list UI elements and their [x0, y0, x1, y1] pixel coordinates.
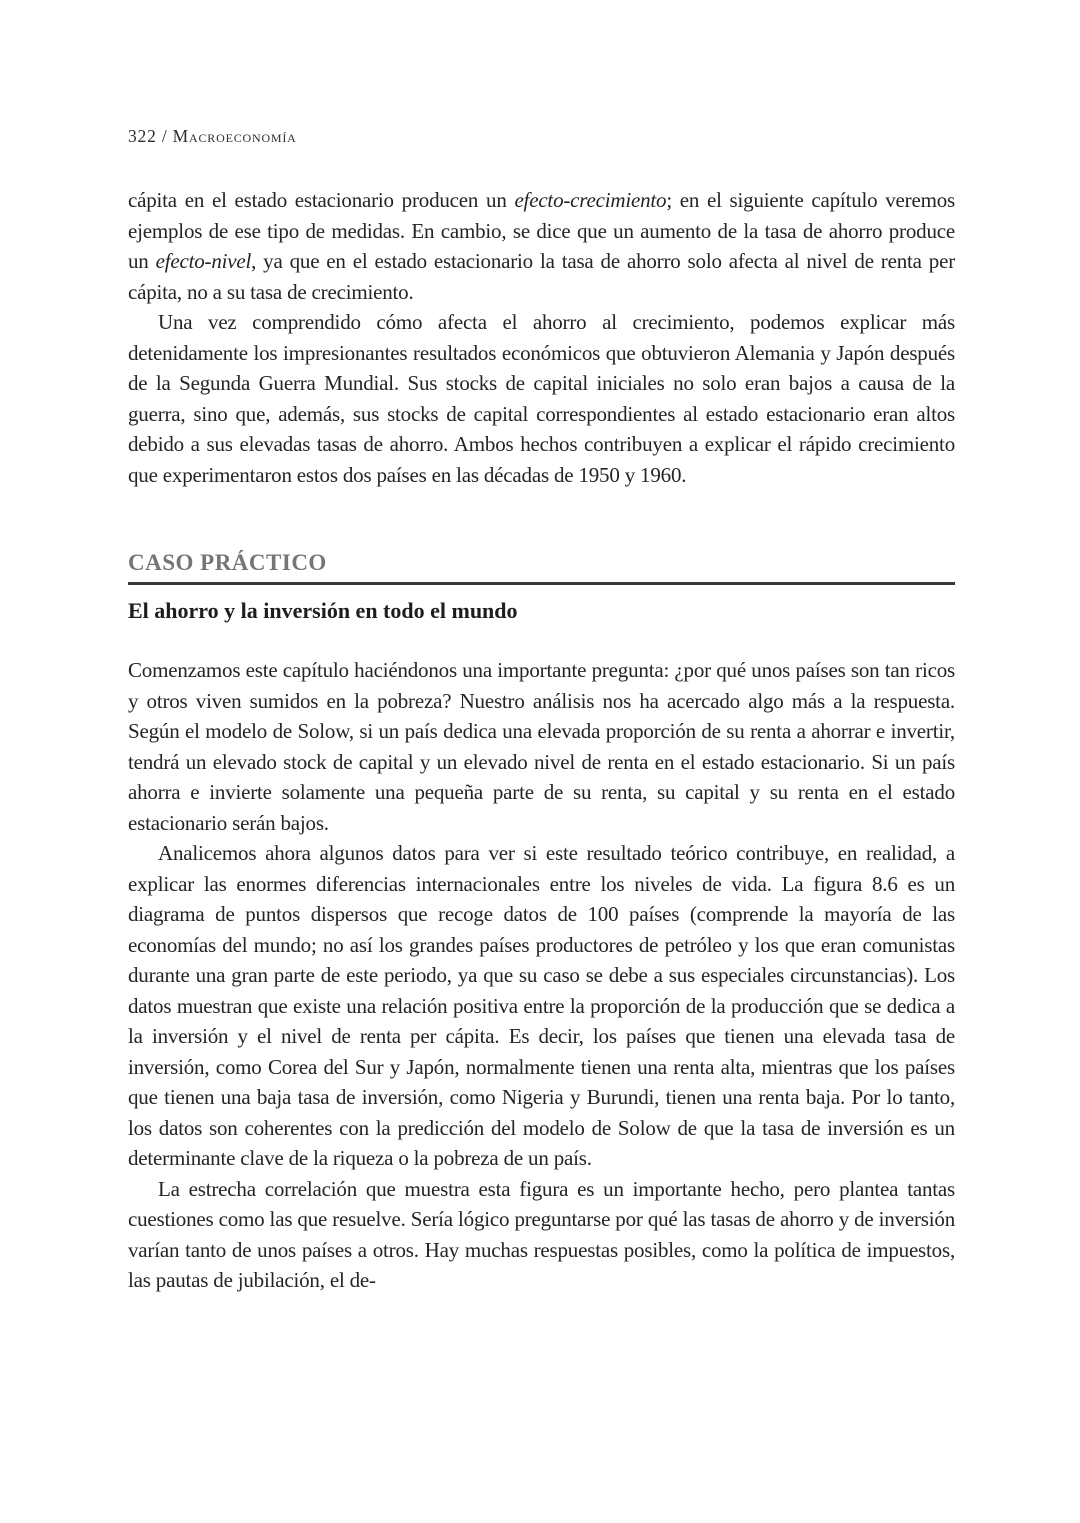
text-run: Analicemos ahora algunos datos para ver si este resultado teórico contribuye, en realidad, a explicar las enormes diferencias internacionales entre los niveles de vida. La figura 8.6 es un diagrama de puntos dispersos que recoge datos de 100 países (comprende la mayoría de las economías del mundo; no así los grandes países productores de petróleo y los que eran comunistas durante una gran parte de este periodo, ya que su caso se debe a sus especiales circunstancias). Los datos muestran que existe una relación positiva entre la proporción de la producción que se dedica a la inversión y el nivel de renta per cápita. Es decir, los países que tienen una elevada tasa de inversión, como Corea del Sur y Japón, normalmente tienen una renta alta, mientras que los países que tienen una baja tasa de inversión, como Nigeria y Burundi, tienen una renta baja. Por lo tanto, los datos son coherentes con la predicción del modelo de Solow de que la tasa de inversión es un determinante clave de la riqueza o la pobreza de un país. — [128, 841, 955, 1170]
case-study-title: El ahorro y la inversión en todo el mundo — [128, 598, 518, 623]
text-run: La estrecha correlación que muestra esta figura es un importante hecho, pero plantea tantas cuestiones como las que resuelve. Sería lógico preguntarse por qué las tasas de ahorro y de inversión varían tanto de unos países a otros. Hay muchas respuestas posibles, como la política de impuestos, las pautas de jubilación, el de- — [128, 1176, 955, 1292]
case-study-kicker: CASO PRÁCTICO — [128, 550, 327, 575]
intro-paragraphs — [128, 185, 955, 490]
article-body — [128, 185, 955, 1296]
text-run: Comenzamos este capítulo haciéndonos una importante pregunta: ¿por qué unos países son tan ricos y otros viven sumidos en la pobreza? Nuestro análisis nos ha acercado algo más a la respuesta. Según el modelo de Solow, si un país dedica una elevada proporción de su renta a ahorrar e invertir, tendrá un elevado stock de capital y un elevado nivel de renta en el estado estacionario. Si un país ahorra e invierte solamente una pequeña parte de su renta, su capital y su renta en el estado estacionario serán bajos. — [128, 658, 955, 835]
running-header — [128, 126, 955, 147]
case-study-section — [128, 550, 955, 1296]
book-title: Macroeconomía — [172, 126, 297, 146]
paragraph — [128, 185, 955, 307]
text-run: cápita en el estado estacionario producen un — [128, 188, 515, 212]
paragraph — [128, 307, 955, 490]
header-separator: / — [156, 126, 173, 146]
text-run: Una vez comprendido cómo afecta el ahorro al crecimiento, podemos explicar más detenidamente los impresionantes resultados económicos que obtuvieron Alemania y Japón después de la Segunda Guerra Mundial. Sus stocks de capital iniciales no solo eran bajos a causa de la guerra, sino que, además, sus stocks de capital correspondientes al estado estacionario eran altos debido a sus elevadas tasas de ahorro. Ambos hechos contribuyen a explicar el rápido crecimiento que experimentaron estos dos países en las décadas de 1950 y 1960. — [128, 310, 955, 487]
paragraph — [128, 655, 955, 838]
text-run: , ya que en el estado estacionario la tasa de ahorro solo afecta al nivel de renta per cápita, no a su tasa de crecimiento. — [128, 249, 955, 304]
text-run: ; en el siguiente capítulo veremos ejemplos de ese tipo de medidas. En cambio, se dice que un aumento de la tasa de ahorro produce un — [128, 188, 955, 273]
page-number: 322 — [128, 126, 157, 146]
italic-term: efecto-crecimiento — [514, 188, 667, 212]
paragraph — [128, 1174, 955, 1296]
section-rule — [128, 582, 955, 585]
italic-term: efecto-nivel — [155, 249, 252, 273]
case-study-paragraphs — [128, 655, 955, 1296]
paragraph — [128, 838, 955, 1174]
